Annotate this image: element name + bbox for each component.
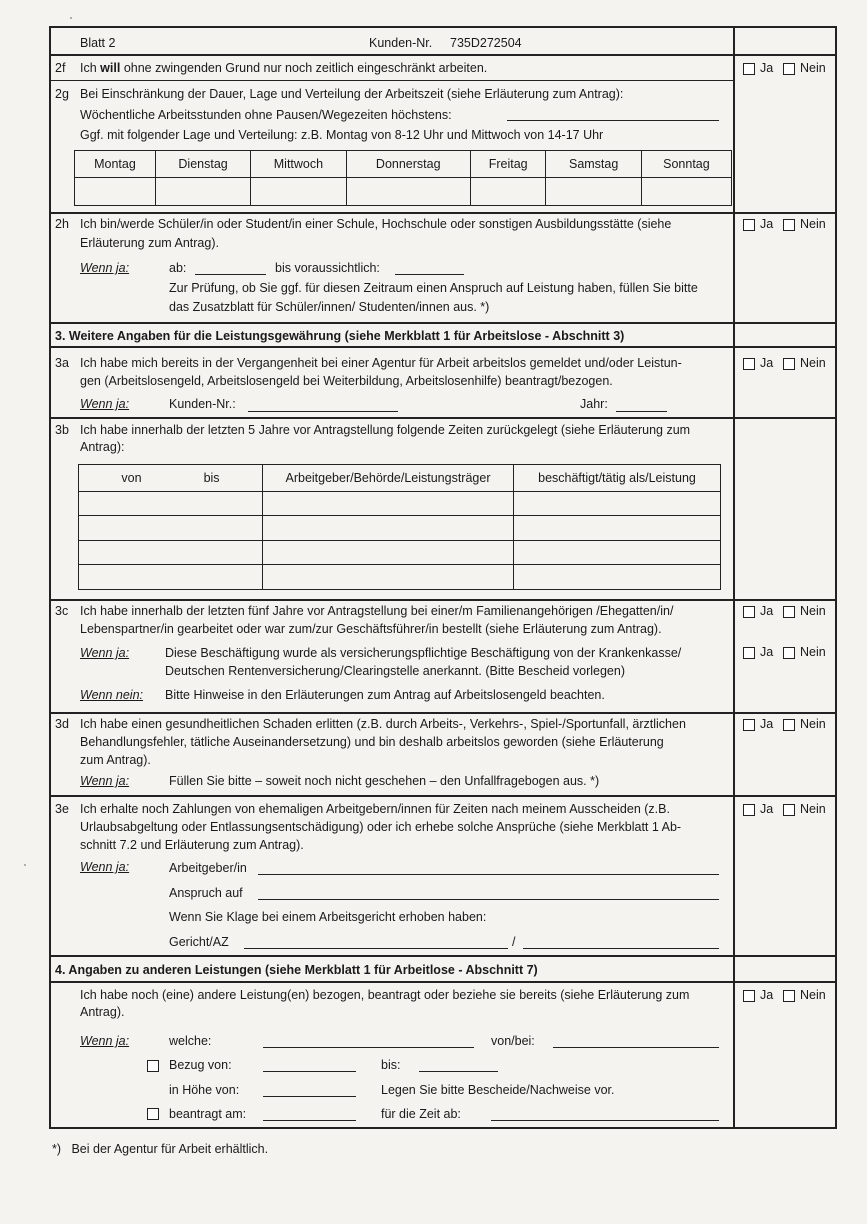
footnote bbox=[52, 1142, 268, 1157]
q3e-text-3: schnitt 7.2 und Erläuterung zum Antrag). bbox=[80, 838, 304, 852]
q3e-court-input[interactable] bbox=[244, 948, 508, 949]
q3c-no-checkbox[interactable] bbox=[783, 606, 795, 618]
day-cell[interactable] bbox=[155, 178, 250, 206]
divider bbox=[51, 795, 835, 797]
q3a-number: 3a bbox=[55, 356, 69, 370]
q3e-number: 3e bbox=[55, 802, 69, 816]
q2f-no-label: Nein bbox=[800, 61, 826, 75]
day-cell[interactable] bbox=[75, 178, 156, 206]
q4-period-input[interactable] bbox=[491, 1120, 719, 1121]
q3e-employer-input[interactable] bbox=[258, 874, 719, 875]
q3e-if-yes: Wenn ja: bbox=[80, 860, 130, 874]
day-header: Samstag bbox=[546, 151, 641, 178]
q3a-no-checkbox[interactable] bbox=[783, 358, 795, 370]
q4-from-at-label: von/bei: bbox=[491, 1034, 535, 1048]
q2g-number: 2g bbox=[55, 87, 69, 101]
q3c-recognized-yes-checkbox[interactable] bbox=[743, 647, 755, 659]
day-header: Donnerstag bbox=[346, 151, 470, 178]
q3d-text-3: zum Antrag). bbox=[80, 753, 151, 767]
day-header: Freitag bbox=[470, 151, 546, 178]
q4-if-yes: Wenn ja: bbox=[80, 1034, 130, 1048]
q3a-text-2: gen (Arbeitslosengeld, Arbeitslosengeld bei Weiterbildung, Arbeitslosenhilfe) beantragt/bezogen. bbox=[80, 374, 613, 388]
q3c-yes-text: Diese Beschäftigung wurde als versicherungspflichtige Beschäftigung von der Krankenkasse/ bbox=[165, 646, 682, 660]
periods-cell[interactable] bbox=[514, 565, 721, 590]
q4-received-from-input[interactable] bbox=[263, 1071, 356, 1072]
q3a-customer-input[interactable] bbox=[248, 411, 398, 412]
q4-no-label: Nein bbox=[800, 988, 826, 1002]
scan-speck bbox=[24, 864, 26, 866]
periods-cell[interactable] bbox=[514, 541, 721, 565]
divider bbox=[51, 417, 835, 419]
q3c-yes-checkbox[interactable] bbox=[743, 606, 755, 618]
q3c-yes-text-2: Deutschen Rentenversicherung/Clearingstelle anerkannt. (Bitte Bescheid vorlegen) bbox=[165, 664, 625, 678]
q3b-number: 3b bbox=[55, 423, 69, 437]
q4-from-at-input[interactable] bbox=[553, 1047, 719, 1048]
q3e-no-label: Nein bbox=[800, 802, 826, 816]
q3d-text-2: Behandlungsfehler, tätliche Auseinandersetzung) und bin deshalb arbeitslos geworden (siehe Erläuterung bbox=[80, 735, 664, 749]
q3a-yes-label: Ja bbox=[760, 356, 774, 370]
q3a-year-input[interactable] bbox=[616, 411, 667, 412]
q3b-periods-table bbox=[78, 464, 721, 590]
divider bbox=[51, 54, 835, 56]
q3c-number: 3c bbox=[55, 604, 69, 618]
divider bbox=[51, 346, 835, 348]
periods-header-from-to bbox=[79, 465, 263, 492]
q4-no-checkbox[interactable] bbox=[783, 990, 795, 1002]
q4-applied-input[interactable] bbox=[263, 1120, 356, 1121]
q2h-note: Zur Prüfung, ob Sie ggf. für diesen Zeitraum einen Anspruch auf Leistung haben, füllen Sie bitte bbox=[169, 281, 698, 295]
q2g-distribution-label: Ggf. mit folgender Lage und Verteilung: z.B. Montag von 8-12 Uhr und Mittwoch von 14-17 Uhr bbox=[80, 128, 604, 142]
periods-cell[interactable] bbox=[514, 516, 721, 541]
q3e-text: Ich erhalte noch Zahlungen von ehemaligen Arbeitgebern/innen für Zeiten nach meinem Ausscheiden (z.B. bbox=[80, 802, 670, 816]
q3d-number: 3d bbox=[55, 717, 69, 731]
periods-cell[interactable] bbox=[79, 541, 263, 565]
q3d-yes-checkbox[interactable] bbox=[743, 719, 755, 731]
q4-applied-checkbox[interactable] bbox=[147, 1108, 159, 1120]
divider bbox=[51, 599, 835, 601]
q2h-yes-checkbox[interactable] bbox=[743, 219, 755, 231]
q2h-number: 2h bbox=[55, 217, 69, 231]
periods-header-to: bis bbox=[203, 471, 220, 485]
q2h-text: Ich bin/werde Schüler/in oder Student/in einer Schule, Hochschule oder sonstigen Ausbildungsstätte (siehe bbox=[80, 217, 672, 231]
q4-until-label: bis: bbox=[381, 1058, 401, 1072]
q4-yes-label: Ja bbox=[760, 988, 774, 1002]
answer-column-divider bbox=[733, 28, 735, 1127]
q2h-until-label: bis voraussichtlich: bbox=[275, 261, 380, 275]
q2h-text-2: Erläuterung zum Antrag). bbox=[80, 236, 219, 250]
q3c-recognized-yes-label: Ja bbox=[760, 645, 774, 659]
day-header: Montag bbox=[75, 151, 156, 178]
q3c-if-no: Wenn nein: bbox=[80, 688, 144, 702]
footnote-text: Bei der Agentur für Arbeit erhältlich. bbox=[71, 1142, 269, 1156]
periods-cell[interactable] bbox=[79, 516, 263, 541]
q3c-if-yes: Wenn ja: bbox=[80, 646, 130, 660]
q2f-text: Ich will ohne zwingenden Grund nur noch zeitlich eingeschränkt arbeiten. bbox=[80, 61, 488, 75]
scan-speck bbox=[70, 17, 72, 19]
periods-cell[interactable] bbox=[514, 492, 721, 516]
day-header: Sonntag bbox=[641, 151, 731, 178]
divider bbox=[51, 212, 835, 214]
q3e-case-number-input[interactable] bbox=[523, 948, 719, 949]
q4-text: Ich habe noch (eine) andere Leistung(en) bezogen, beantragt oder beziehe sie bereits (siehe Erläuterung zum bbox=[80, 988, 690, 1002]
footnote-mark: *) bbox=[52, 1142, 62, 1156]
q2f-yes-label: Ja bbox=[760, 61, 774, 75]
q4-received-from-label: Bezug von: bbox=[169, 1058, 232, 1072]
q3a-text: Ich habe mich bereits in der Vergangenheit bei einer Agentur für Arbeit arbeitslos gemeldet und/oder Leistun- bbox=[80, 356, 682, 370]
q3c-yes-label: Ja bbox=[760, 604, 774, 618]
day-cell[interactable] bbox=[470, 178, 546, 206]
q4-applied-label: beantragt am: bbox=[169, 1107, 247, 1121]
q2h-if-yes: Wenn ja: bbox=[80, 261, 130, 275]
periods-cell[interactable] bbox=[79, 565, 263, 590]
section-4-title: 4. Angaben zu anderen Leistungen (siehe Merkblatt 1 für Arbeitlose - Abschnitt 7) bbox=[55, 963, 538, 977]
q2h-no-checkbox[interactable] bbox=[783, 219, 795, 231]
divider bbox=[51, 981, 835, 983]
q3c-recognized-no-label: Nein bbox=[800, 645, 826, 659]
q3c-text: Ich habe innerhalb der letzten fünf Jahre vor Antragstellung bei einer/m Familienangehörigen /Ehegatten/in/ bbox=[80, 604, 674, 618]
q4-which-label: welche: bbox=[169, 1034, 212, 1048]
q3e-yes-checkbox[interactable] bbox=[743, 804, 755, 816]
q3e-no-checkbox[interactable] bbox=[783, 804, 795, 816]
day-cell[interactable] bbox=[641, 178, 731, 206]
q2f-number: 2f bbox=[55, 61, 66, 75]
q3d-yes-label: Ja bbox=[760, 717, 774, 731]
q3d-text: Ich habe einen gesundheitlichen Schaden erlitten (z.B. durch Arbeits-, Verkehrs-, Spiel-/Sportunfall, ärztlichen bbox=[80, 717, 686, 731]
q3a-year-label: Jahr: bbox=[580, 397, 608, 411]
periods-header-occupation: beschäftigt/tätig als/Leistung bbox=[514, 465, 721, 492]
q3e-yes-label: Ja bbox=[760, 802, 774, 816]
q2h-from-label: ab: bbox=[169, 261, 187, 275]
q2g-days-table bbox=[74, 150, 732, 206]
q2h-until-input[interactable] bbox=[395, 274, 464, 275]
customer-number-value: 735D272504 bbox=[450, 36, 522, 50]
q3e-claim-label: Anspruch auf bbox=[169, 886, 243, 900]
day-header: Dienstag bbox=[155, 151, 250, 178]
q2h-from-input[interactable] bbox=[195, 274, 266, 275]
customer-number-label: Kunden-Nr. bbox=[369, 36, 433, 50]
day-cell[interactable] bbox=[546, 178, 641, 206]
sheet-label: Blatt 2 bbox=[80, 36, 116, 50]
q3c-recognized-no-checkbox[interactable] bbox=[783, 647, 795, 659]
q3b-text-2: Antrag): bbox=[80, 440, 125, 454]
q4-text-2: Antrag). bbox=[80, 1005, 125, 1019]
day-cell[interactable] bbox=[251, 178, 346, 206]
periods-cell[interactable] bbox=[263, 492, 514, 516]
q2h-yes-label: Ja bbox=[760, 217, 774, 231]
day-cell[interactable] bbox=[346, 178, 470, 206]
q3a-no-label: Nein bbox=[800, 356, 826, 370]
q3a-yes-checkbox[interactable] bbox=[743, 358, 755, 370]
periods-cell[interactable] bbox=[79, 492, 263, 516]
q3e-lawsuit-label: Wenn Sie Klage bei einem Arbeitsgericht erhoben haben: bbox=[169, 910, 487, 924]
q3c-text-2: Lebenspartner/in gearbeitet oder war zum/zur Geschäftsführer/in bestellt (siehe Erläuterung zum Antrag). bbox=[80, 622, 662, 636]
periods-cell[interactable] bbox=[263, 516, 514, 541]
q2g-hours-input[interactable] bbox=[507, 120, 719, 121]
q3e-text-2: Urlaubsabgeltung oder Entlassungsentschädigung) oder ich erhebe solche Ansprüche (siehe Merkblatt 1 Ab- bbox=[80, 820, 682, 834]
q2g-text: Bei Einschränkung der Dauer, Lage und Verteilung der Arbeitszeit (siehe Erläuterung zum Antrag): bbox=[80, 87, 624, 101]
q2g-hours-label: Wöchentliche Arbeitsstunden ohne Pausen/Wegezeiten höchstens: bbox=[80, 108, 452, 122]
q4-which-input[interactable] bbox=[263, 1047, 474, 1048]
periods-cell[interactable] bbox=[263, 565, 514, 590]
periods-header-from: von bbox=[121, 471, 142, 485]
q3d-no-checkbox[interactable] bbox=[783, 719, 795, 731]
day-header: Mittwoch bbox=[251, 151, 346, 178]
q3d-yes-text: Füllen Sie bitte – soweit noch nicht geschehen – den Unfallfragebogen aus. *) bbox=[169, 774, 600, 788]
q4-attach-note: Legen Sie bitte Bescheide/Nachweise vor. bbox=[381, 1083, 615, 1097]
divider bbox=[51, 955, 835, 957]
q3b-text: Ich habe innerhalb der letzten 5 Jahre vor Antragstellung folgende Zeiten zurückgelegt (siehe Erläuterung zum bbox=[80, 423, 691, 437]
periods-cell[interactable] bbox=[263, 541, 514, 565]
q3e-court-label: Gericht/AZ bbox=[169, 935, 229, 949]
q2h-note-2: das Zusatzblatt für Schüler/innen/ Studenten/innen aus. *) bbox=[169, 300, 490, 314]
q3c-no-label: Nein bbox=[800, 604, 826, 618]
q3a-if-yes: Wenn ja: bbox=[80, 397, 130, 411]
divider bbox=[51, 712, 835, 714]
q4-amount-input[interactable] bbox=[263, 1096, 356, 1097]
divider bbox=[51, 322, 835, 324]
divider bbox=[51, 80, 733, 81]
q4-received-checkbox[interactable] bbox=[147, 1060, 159, 1072]
q2h-no-label: Nein bbox=[800, 217, 826, 231]
q3d-no-label: Nein bbox=[800, 717, 826, 731]
q2f-yes-checkbox[interactable] bbox=[743, 63, 755, 75]
q3a-customer-label: Kunden-Nr.: bbox=[169, 397, 236, 411]
q3e-employer-label: Arbeitgeber/in bbox=[169, 861, 247, 875]
q4-period-label: für die Zeit ab: bbox=[381, 1107, 461, 1121]
section-3-title: 3. Weitere Angaben für die Leistungsgewährung (siehe Merkblatt 1 für Arbeitslose - Abschnitt 3) bbox=[55, 329, 625, 343]
q3d-if-yes: Wenn ja: bbox=[80, 774, 130, 788]
q4-until-input[interactable] bbox=[419, 1071, 498, 1072]
form-frame bbox=[49, 26, 837, 1129]
q3c-no-text: Bitte Hinweise in den Erläuterungen zum Antrag auf Arbeitslosengeld beachten. bbox=[165, 688, 605, 702]
q3e-court-slash: / bbox=[512, 935, 516, 949]
q4-yes-checkbox[interactable] bbox=[743, 990, 755, 1002]
periods-header-employer: Arbeitgeber/Behörde/Leistungsträger bbox=[263, 465, 514, 492]
q4-amount-label: in Höhe von: bbox=[169, 1083, 240, 1097]
q3e-claim-input[interactable] bbox=[258, 899, 719, 900]
q2f-no-checkbox[interactable] bbox=[783, 63, 795, 75]
